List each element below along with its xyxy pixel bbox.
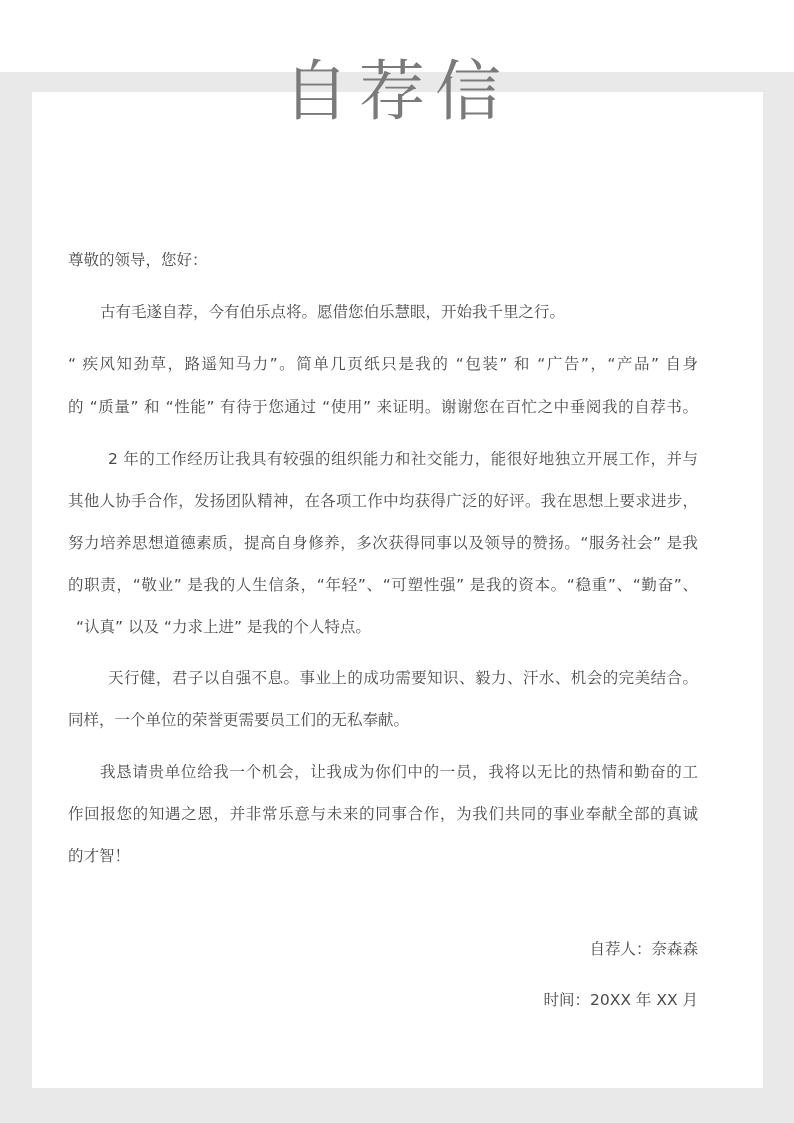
paragraph-5-line-2: 作回报您的知遇之恩，并非常乐意与未来的同事合作，为我们共同的事业奉献全部的真诚 [68, 805, 698, 823]
salutation: 尊敬的领导，您好： [68, 251, 208, 269]
paragraph-1-line-1: 古有毛遂自荐，今有伯乐点将。愿借您伯乐慧眼，开始我千里之行。 [100, 303, 566, 321]
paragraph-3-line-4: 的职责，“敬业” 是我的人生信条，“年轻”、“可塑性强” 是我的资本。“稳重”、“勤奋”、 [68, 576, 698, 594]
paragraph-3-line-3: 努力培养思想道德素质，提高自身修养，多次获得同事以及领导的赞扬。“服务社会” 是我 [68, 534, 698, 552]
paragraph-3-line-2: 其他人协手合作，发扬团队精神，在各项工作中均获得广泛的好评。我在思想上要求进步， [68, 492, 698, 510]
paragraph-2-line-1: “ 疾风知劲草，路遥知马力”。简单几页纸只是我的 “包装” 和 “广告”，“产品” 自身 [68, 355, 698, 373]
signature-date: 时间：20XX 年 XX 月 [543, 991, 698, 1009]
paragraph-5-line-3: 的才智！ [68, 847, 131, 865]
paragraph-5-line-1: 我恳请贵单位给我一个机会，让我成为你们中的一员，我将以无比的热情和勤奋的工 [100, 763, 698, 781]
page-title: 自荐信 [283, 53, 511, 130]
paragraph-2-line-2: 的 “质量” 和 “性能” 有待于您通过 “使用” 来证明。谢谢您在百忙之中垂阅我的自荐书。 [68, 398, 698, 416]
paragraph-4-line-2: 同样，一个单位的荣誉更需要员工们的无私奉献。 [68, 711, 410, 729]
paragraph-4-line-1: 天行健，君子以自强不息。事业上的成功需要知识、毅力、汗水、机会的完美结合。 [108, 669, 698, 687]
paragraph-3-line-1: 2 年的工作经历让我具有较强的组织能力和社交能力，能很好地独立开展工作，并与 [108, 450, 698, 468]
signature-name: 自荐人：奈森森 [589, 940, 698, 958]
paragraph-3-line-5: “认真” 以及 “力求上进” 是我的个人特点。 [76, 618, 371, 636]
